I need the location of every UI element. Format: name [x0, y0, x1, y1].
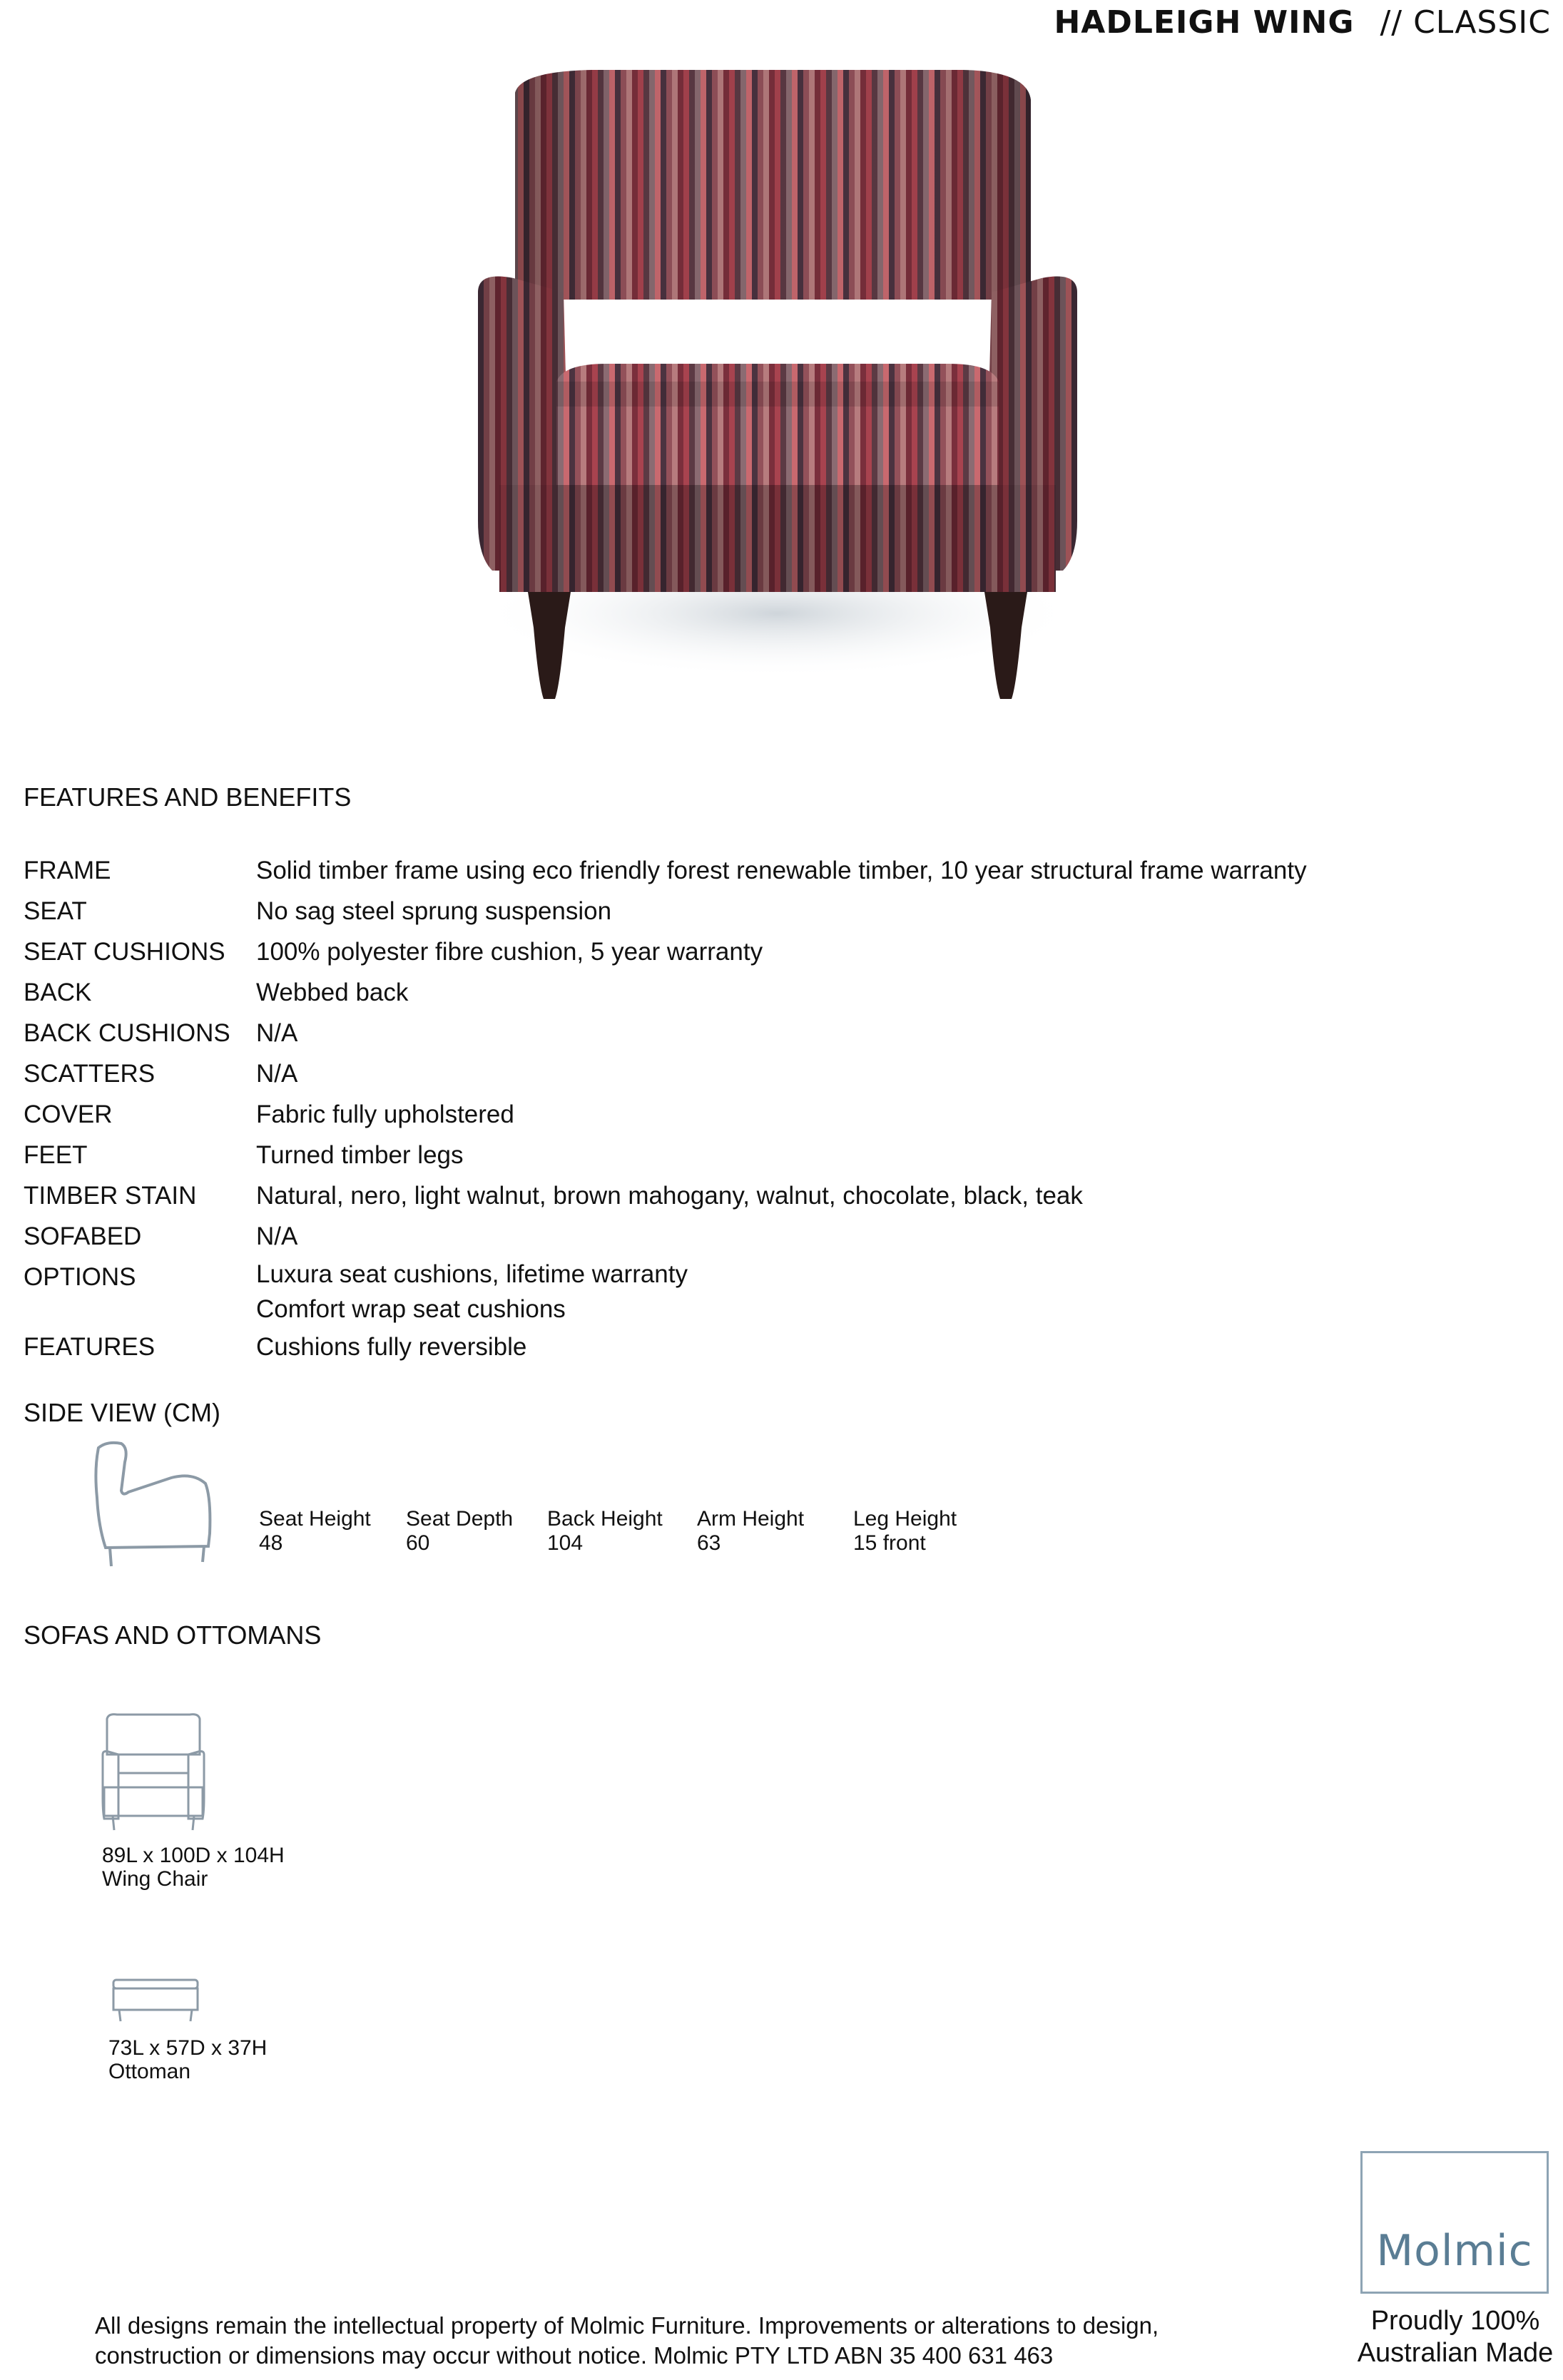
dimension-label: Seat Depth [406, 1507, 514, 1531]
sofas-heading: SOFAS AND OTTOMANS [24, 1620, 322, 1650]
feature-value-list [256, 891, 611, 931]
feature-value-list [256, 1135, 464, 1175]
molmic-logo [1360, 2151, 1549, 2294]
feature-row [24, 1175, 1307, 1216]
wing-chair-size: 89L x 100D x 104H [102, 1844, 285, 1867]
wing-chair-name: Wing Chair [102, 1867, 208, 1891]
feature-value: 100% polyester fibre cushion, 5 year warranty [256, 938, 763, 966]
feature-row [24, 1135, 1307, 1175]
australian-made-badge [1348, 2305, 1562, 2369]
feature-row [24, 1216, 1307, 1257]
dimension-back-height [547, 1507, 663, 1556]
feature-value-list [256, 972, 408, 1013]
feature-row [24, 1327, 1307, 1367]
feature-value: Fabric fully upholstered [256, 1100, 514, 1128]
features-table [24, 850, 1307, 1367]
ottoman-size: 73L x 57D x 37H [108, 2036, 268, 2060]
feature-label: FEET [24, 1141, 88, 1169]
feature-row [24, 1257, 1307, 1327]
feature-label: FRAME [24, 857, 111, 884]
disclaimer-line-2: construction or dimensions may occur without notice. Molmic PTY LTD ABN 35 400 631 463 [95, 2342, 1054, 2369]
wing-chair-front-icon [100, 1712, 207, 1833]
feature-row [24, 1053, 1307, 1094]
feature-value: Luxura seat cushions, lifetime warranty [256, 1260, 688, 1288]
feature-value-list [256, 1257, 688, 1327]
dimension-value: 63 [697, 1531, 721, 1555]
feature-label: FEATURES [24, 1333, 156, 1361]
feature-value-list [256, 1053, 297, 1094]
page-header [1054, 0, 1551, 44]
feature-row [24, 891, 1307, 931]
feature-label: BACK [24, 979, 92, 1006]
dimension-value: 104 [547, 1531, 584, 1555]
wing-chair-caption [102, 1844, 285, 1891]
feature-label: BACK CUSHIONS [24, 1019, 230, 1047]
disclaimer-line-1: All designs remain the intellectual property of Molmic Furniture. Improvements or alterations to design, [95, 2312, 1159, 2339]
feature-value: Natural, nero, light walnut, brown mahogany, walnut, chocolate, black, teak [256, 1182, 1083, 1210]
dimension-arm-height [697, 1507, 804, 1556]
feature-value: No sag steel sprung suspension [256, 897, 612, 925]
feature-value: N/A [256, 1019, 298, 1047]
dimension-value: 60 [406, 1531, 430, 1555]
dimension-label: Leg Height [853, 1507, 957, 1531]
dimension-seat-height [259, 1507, 371, 1556]
features-heading: FEATURES AND BENEFITS [24, 782, 352, 812]
feature-row [24, 972, 1307, 1013]
dimension-leg-height [853, 1507, 957, 1556]
dimension-label: Seat Height [259, 1507, 371, 1531]
feature-value-list [256, 1327, 526, 1367]
product-range: // CLASSIC [1380, 4, 1551, 41]
ottoman-name: Ottoman [108, 2060, 191, 2083]
made-line-2: Australian Made [1357, 2338, 1554, 2368]
side-view-heading: SIDE VIEW (CM) [24, 1398, 220, 1427]
feature-value-list [256, 1013, 297, 1053]
dimension-value: 15 front [853, 1531, 926, 1555]
feature-value: Solid timber frame using eco friendly forest renewable timber, 10 year structural frame warranty [256, 857, 1307, 884]
feature-label: SEAT [24, 897, 87, 925]
dimension-label: Back Height [547, 1507, 663, 1531]
dimension-seat-depth [406, 1507, 513, 1556]
dimension-label: Arm Height [697, 1507, 805, 1531]
product-name: HADLEIGH WING [1054, 4, 1355, 41]
feature-value: N/A [256, 1222, 298, 1250]
feature-row [24, 1094, 1307, 1135]
feature-value: Webbed back [256, 979, 409, 1006]
feature-value: Cushions fully reversible [256, 1333, 527, 1361]
feature-label: OPTIONS [24, 1263, 136, 1291]
feature-value-list [256, 1094, 514, 1135]
dimension-value: 48 [259, 1531, 283, 1555]
feature-value: N/A [256, 1060, 298, 1088]
feature-label: SCATTERS [24, 1060, 156, 1088]
feature-value-list [256, 1216, 297, 1257]
feature-value: Comfort wrap seat cushions [256, 1295, 566, 1323]
feature-label: COVER [24, 1100, 113, 1128]
disclaimer [95, 2311, 1308, 2371]
feature-value-list [256, 931, 763, 972]
ottoman-caption [108, 2036, 267, 2083]
feature-value-list [256, 1175, 1083, 1216]
ottoman-front-icon [109, 1976, 202, 2026]
feature-label: SEAT CUSHIONS [24, 938, 225, 966]
feature-row [24, 931, 1307, 972]
chair-side-profile-icon [86, 1441, 228, 1569]
logo-wordmark: Molmic [1376, 2226, 1533, 2276]
feature-row [24, 1013, 1307, 1053]
feature-row [24, 850, 1307, 891]
feature-value-list [256, 850, 1307, 891]
feature-value: Turned timber legs [256, 1141, 464, 1169]
wing-chair-photo-icon [449, 57, 1106, 727]
made-line-1: Proudly 100% [1370, 2306, 1540, 2336]
feature-label: TIMBER STAIN [24, 1182, 197, 1210]
feature-label: SOFABED [24, 1222, 142, 1250]
